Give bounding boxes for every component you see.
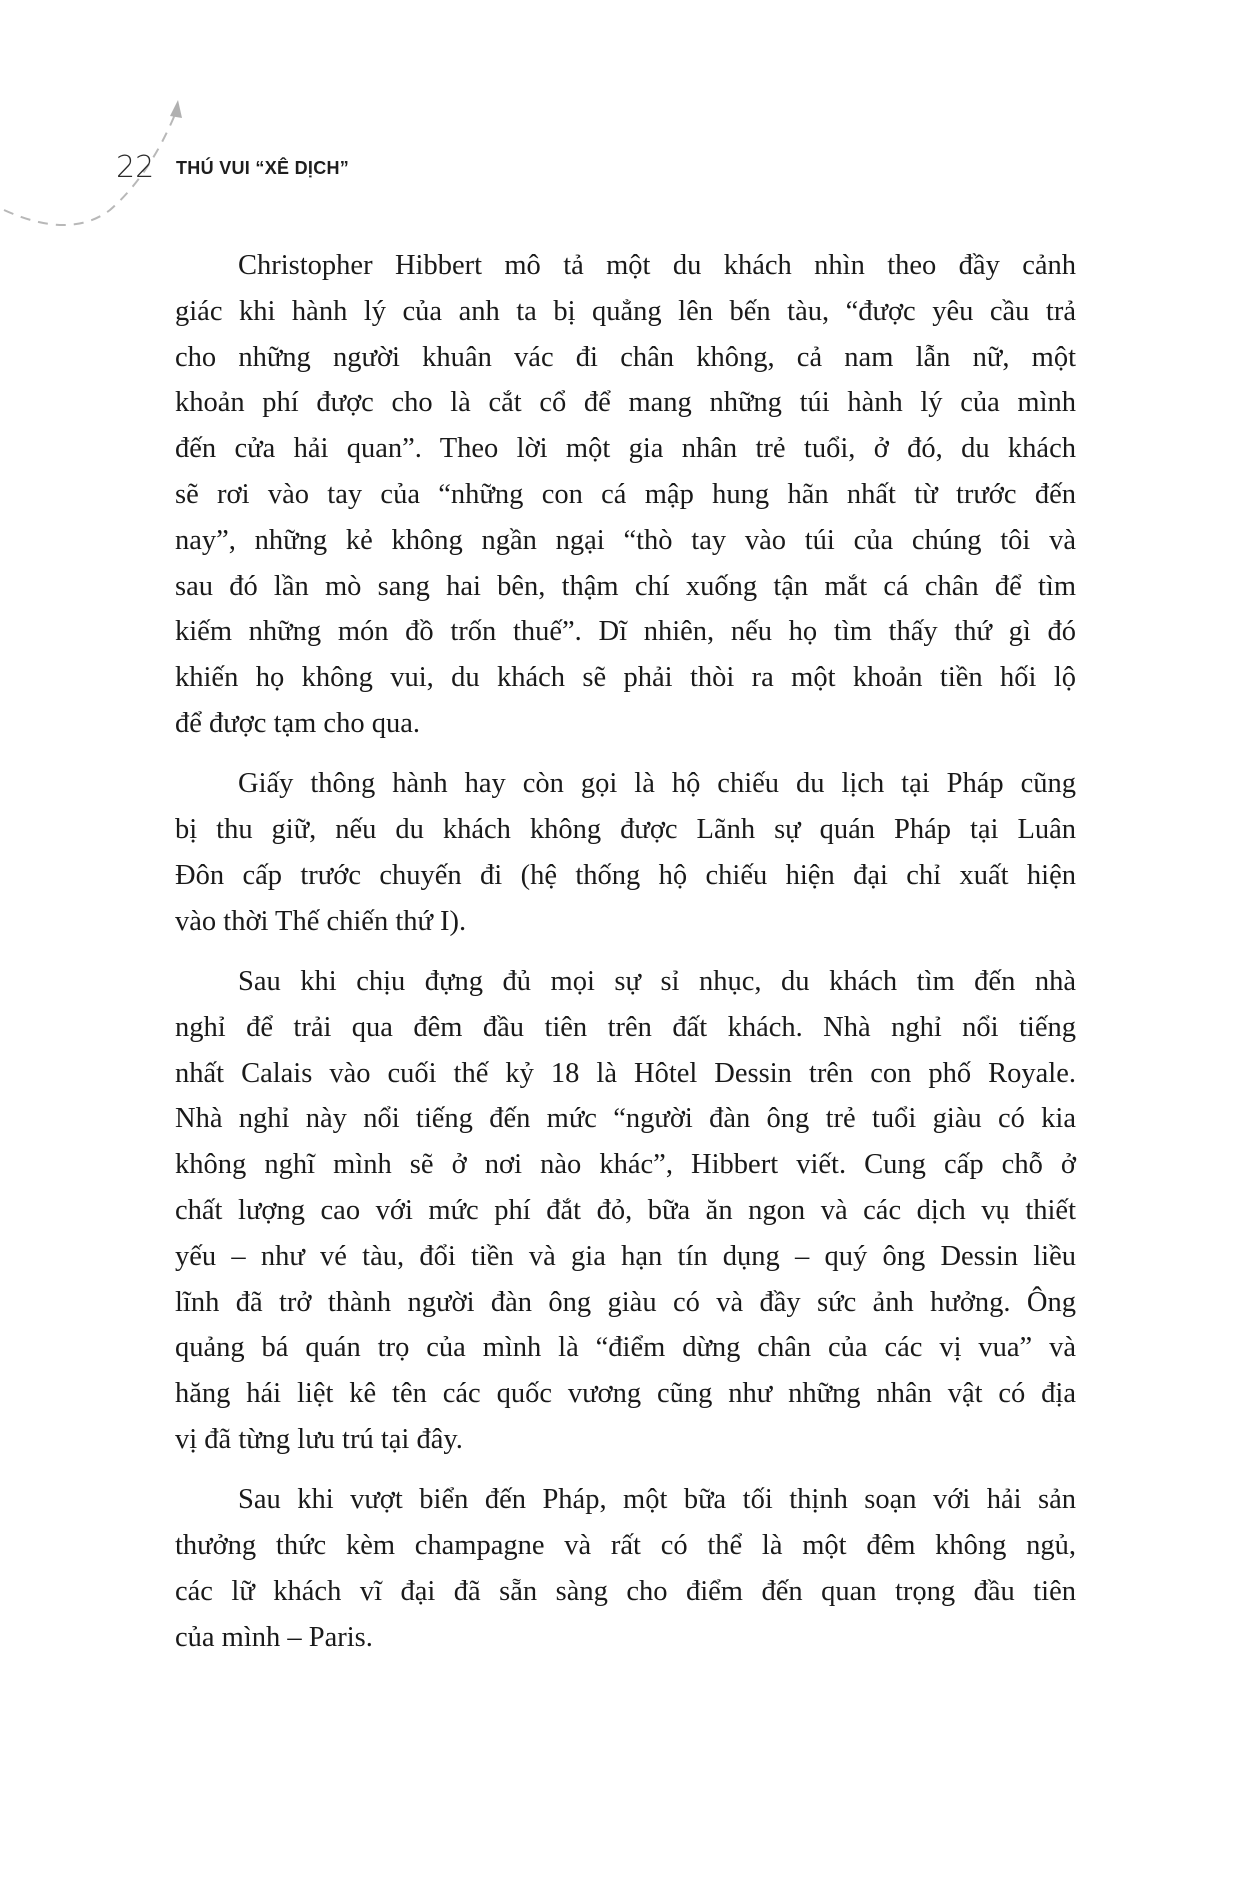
text-line: để được tạm cho qua. [175,707,420,739]
text-line: sau đó lần mò sang hai bên, thậm chí xuống tận mắt cá chân để tìm [175,570,1076,602]
text-line: nhất Calais vào cuối thế kỷ 18 là Hôtel Dessin trên con phố Royale. [175,1057,1076,1089]
text-line: các lữ khách vĩ đại đã sẵn sàng cho điểm đến quan trọng đầu tiên [175,1575,1076,1607]
text-line: Đôn cấp trước chuyến đi (hệ thống hộ chiếu hiện đại chỉ xuất hiện [175,859,1076,891]
text-line: vào thời Thế chiến thứ I). [175,905,467,937]
dashed-arrow-icon [0,90,200,250]
running-title: THÚ VUI “XÊ DỊCH” [176,158,350,178]
text-line: cho những người khuân vác đi chân không, cả nam lẫn nữ, một [175,341,1076,373]
text-line: chất lượng cao với mức phí đắt đỏ, bữa ăn ngon và các dịch vụ thiết [175,1194,1076,1226]
text-line: khiến họ không vui, du khách sẽ phải thòi ra một khoản tiền hối lộ [175,662,1076,694]
text-line: khoản phí được cho là cắt cổ để mang những túi hành lý của mình [175,387,1076,419]
text-line: kiếm những món đồ trốn thuế”. Dĩ nhiên, nếu họ tìm thấy thứ gì đó [175,616,1076,648]
text-line: Nhà nghỉ này nổi tiếng đến mức “người đàn ông trẻ tuổi giàu có kia [175,1103,1076,1135]
text-line: Giấy thông hành hay còn gọi là hộ chiếu du lịch tại Pháp cũng [238,768,1076,800]
paragraph [175,1477,1076,1660]
text-line: bị thu giữ, nếu du khách không được Lãnh sự quán Pháp tại Luân [175,814,1076,846]
text-line: sẽ rơi vào tay của “những con cá mập hung hãn nhất từ trước đến [175,478,1076,510]
paragraph [175,959,1076,1463]
text-line: nghỉ để trải qua đêm đầu tiên trên đất khách. Nhà nghỉ nổi tiếng [175,1011,1076,1043]
text-line: Sau khi vượt biển đến Pháp, một bữa tối thịnh soạn với hải sản [238,1484,1076,1516]
text-line: quảng bá quán trọ của mình là “điểm dừng chân của các vị vua” và [175,1332,1076,1364]
text-line: của mình – Paris. [175,1621,373,1653]
text-line: Sau khi chịu đựng đủ mọi sự sỉ nhục, du khách tìm đến nhà [238,965,1076,997]
text-line: yếu – như vé tàu, đổi tiền và gia hạn tín dụng – quý ông Dessin liều [175,1240,1076,1272]
text-line: vị đã từng lưu trú tại đây. [175,1423,463,1455]
page-number: 22 [116,150,155,185]
text-line: đến cửa hải quan”. Theo lời một gia nhân trẻ tuổi, ở đó, du khách [175,433,1076,465]
text-line: Christopher Hibbert mô tả một du khách nhìn theo đầy cảnh [238,250,1076,281]
text-line: giác khi hành lý của anh ta bị quẳng lên bến tàu, “được yêu cầu trả [175,295,1076,327]
text-line: thưởng thức kèm champagne và rất có thể là một đêm không ngủ, [175,1530,1076,1562]
text-line: lĩnh đã trở thành người đàn ông giàu có và đầy sức ảnh hưởng. Ông [175,1286,1076,1318]
paragraph [175,761,1076,944]
text-line: không nghĩ mình sẽ ở nơi nào khác”, Hibbert viết. Cung cấp chỗ ở [175,1149,1076,1181]
body-text [175,243,1076,1675]
text-line: hăng hái liệt kê tên các quốc vương cũng như những nhân vật có địa [175,1378,1076,1410]
text-line: nay”, những kẻ không ngần ngại “thò tay vào túi của chúng tôi và [175,524,1076,556]
paragraph [175,243,1076,747]
